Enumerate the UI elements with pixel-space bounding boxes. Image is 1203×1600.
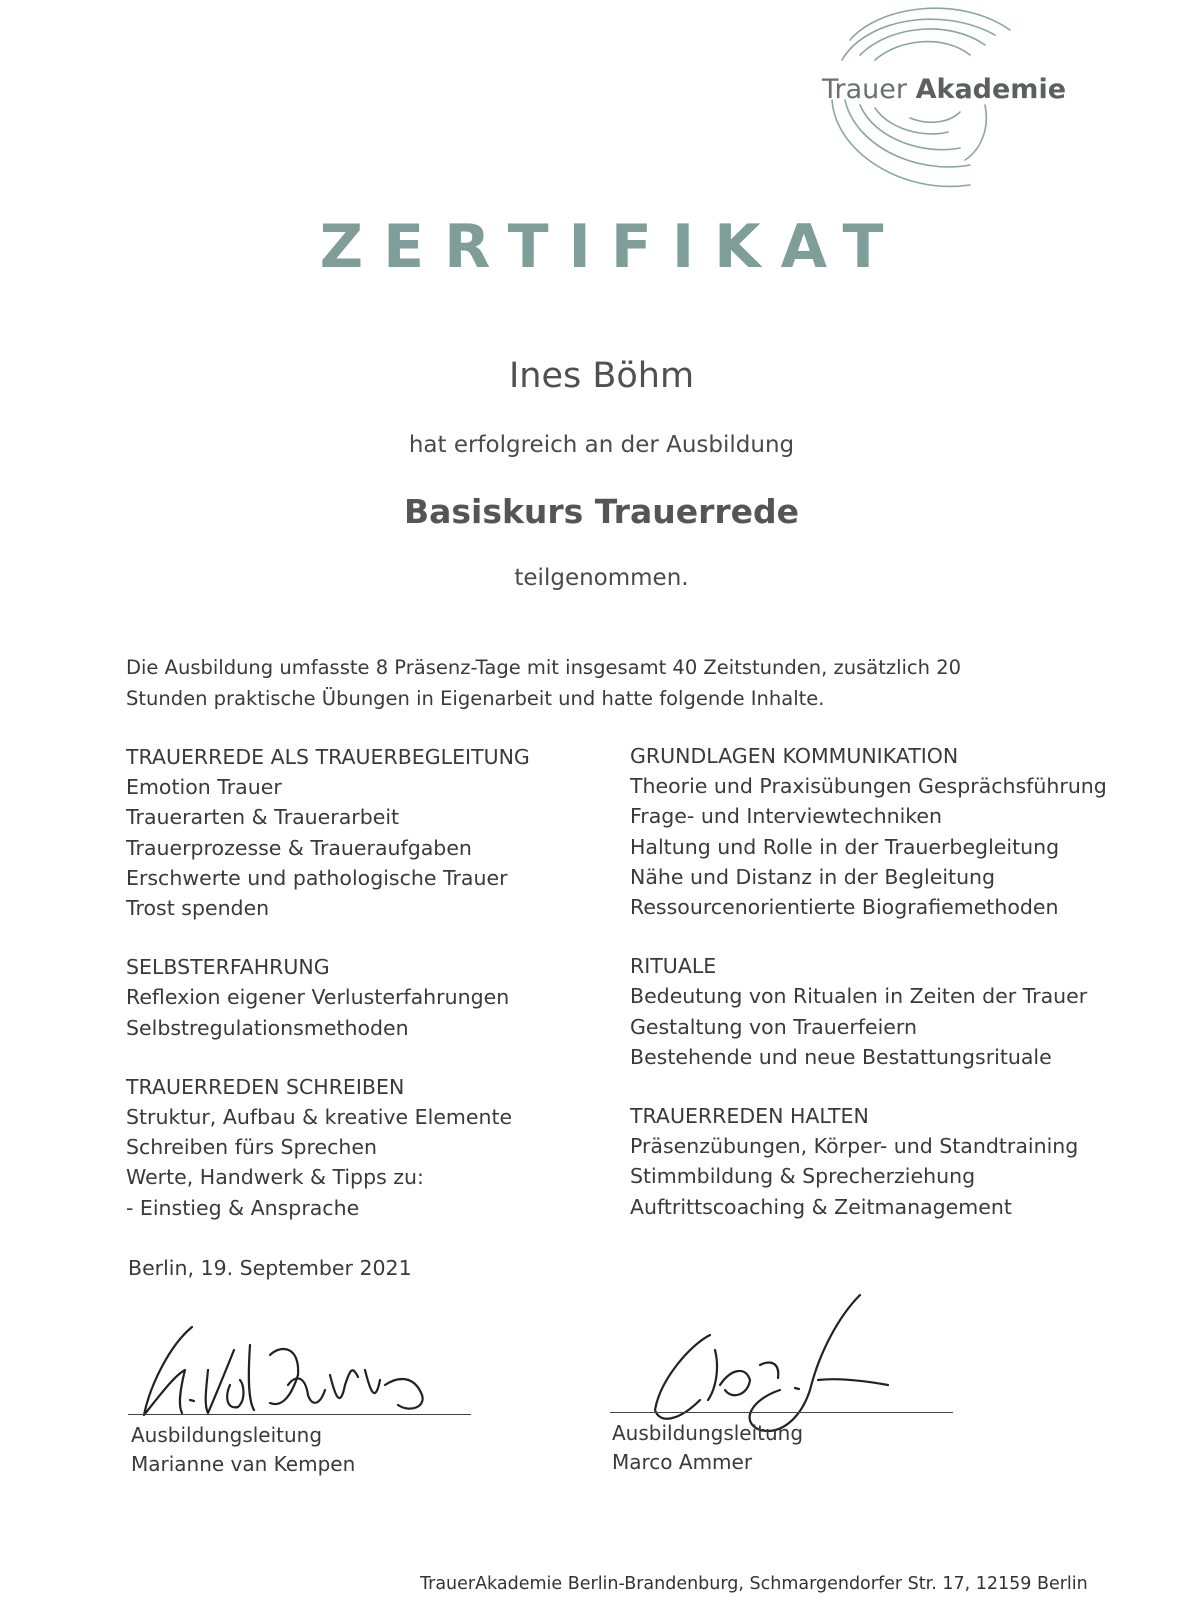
list-item: Emotion Trauer xyxy=(126,775,282,800)
recipient-name: Ines Böhm xyxy=(508,356,695,396)
place-date: Berlin, 19. September 2021 xyxy=(128,1256,412,1280)
section-heading: SELBSTERFAHRUNG xyxy=(126,955,330,980)
course-description: Die Ausbildung umfasste 8 Präsenz-Tage mit insgesamt 40 Zeitstunden, zusätzlich 20 Stunden praktische Übungen in Eigenarbeit und hatte folgende Inhalte. xyxy=(126,656,962,710)
content-column-right xyxy=(630,741,1107,1251)
list-item: Struktur, Aufbau & kreative Elemente xyxy=(126,1105,513,1130)
list-item: Trauerprozesse & Traueraufgaben xyxy=(126,835,472,860)
content-section xyxy=(630,1101,1107,1222)
course-title: Basiskurs Trauerrede xyxy=(403,492,800,531)
list-item: Stimmbildung & Sprecherziehung xyxy=(630,1164,976,1189)
list-item: Gestaltung von Trauerfeiern xyxy=(630,1014,917,1039)
list-item: Reflexion eigener Verlusterfahrungen xyxy=(126,985,510,1010)
signature-line xyxy=(610,1412,953,1413)
signature-block-right xyxy=(612,1419,803,1477)
content-section xyxy=(126,952,530,1043)
participation-text-end: teilgenommen. xyxy=(514,565,689,591)
list-item: Haltung und Rolle in der Trauerbegleitung xyxy=(630,834,1060,859)
list-item: Schreiben fürs Sprechen xyxy=(126,1135,378,1160)
content-section xyxy=(630,951,1107,1072)
trauer-akademie-logo xyxy=(820,0,1080,200)
signature-block-left xyxy=(131,1421,355,1479)
section-heading: GRUNDLAGEN KOMMUNIKATION xyxy=(630,744,959,768)
list-item: - Einstieg & Ansprache xyxy=(126,1195,360,1220)
logo-text: Trauer Akademie xyxy=(822,74,1067,105)
section-heading: TRAUERREDE ALS TRAUERBEGLEITUNG xyxy=(126,745,530,769)
footer-address: TrauerAkademie Berlin-Brandenburg, Schmargendorfer Str. 17, 12159 Berlin xyxy=(420,1574,1088,1594)
list-item: Werte, Handwerk & Tipps zu: xyxy=(126,1165,424,1190)
list-item: Theorie und Praxisübungen Gesprächsführung xyxy=(630,774,1107,799)
signature-1-icon xyxy=(130,1315,450,1425)
list-item: Trauerarten & Trauerarbeit xyxy=(126,805,400,830)
certificate-title: ZERTIFIKAT xyxy=(319,212,904,282)
participation-text: hat erfolgreich an der Ausbildung xyxy=(408,432,795,458)
section-heading: RITUALE xyxy=(630,954,717,979)
signature-line xyxy=(128,1414,471,1415)
signature-role: Ausbildungsleitung xyxy=(612,1421,804,1445)
section-heading: TRAUERREDEN HALTEN xyxy=(630,1104,869,1129)
list-item: Frage- und Interviewtechniken xyxy=(630,804,943,829)
list-item: Trost spenden xyxy=(126,896,270,921)
list-item: Nähe und Distanz in der Begleitung xyxy=(630,864,996,889)
list-item: Selbstregulationsmethoden xyxy=(126,1015,409,1040)
list-item: Auftrittscoaching & Zeitmanagement xyxy=(630,1194,1012,1219)
signature-2-icon xyxy=(620,1290,900,1440)
signature-role: Ausbildungsleitung xyxy=(131,1423,323,1447)
signature-name: Marco Ammer xyxy=(612,1450,753,1474)
content-section xyxy=(126,742,530,923)
list-item: Ressourcenorientierte Biografiemethoden xyxy=(630,895,1059,920)
list-item: Bestehende und neue Bestattungsrituale xyxy=(630,1044,1052,1069)
content-section xyxy=(126,1072,530,1223)
list-item: Präsenzübungen, Körper- und Standtraining xyxy=(630,1134,1079,1159)
content-column-left xyxy=(126,742,530,1252)
signature-name: Marianne van Kempen xyxy=(131,1452,356,1476)
list-item: Erschwerte und pathologische Trauer xyxy=(126,865,508,890)
content-section xyxy=(630,741,1107,922)
section-heading: TRAUERREDEN SCHREIBEN xyxy=(126,1074,405,1099)
list-item: Bedeutung von Ritualen in Zeiten der Trauer xyxy=(630,984,1088,1009)
